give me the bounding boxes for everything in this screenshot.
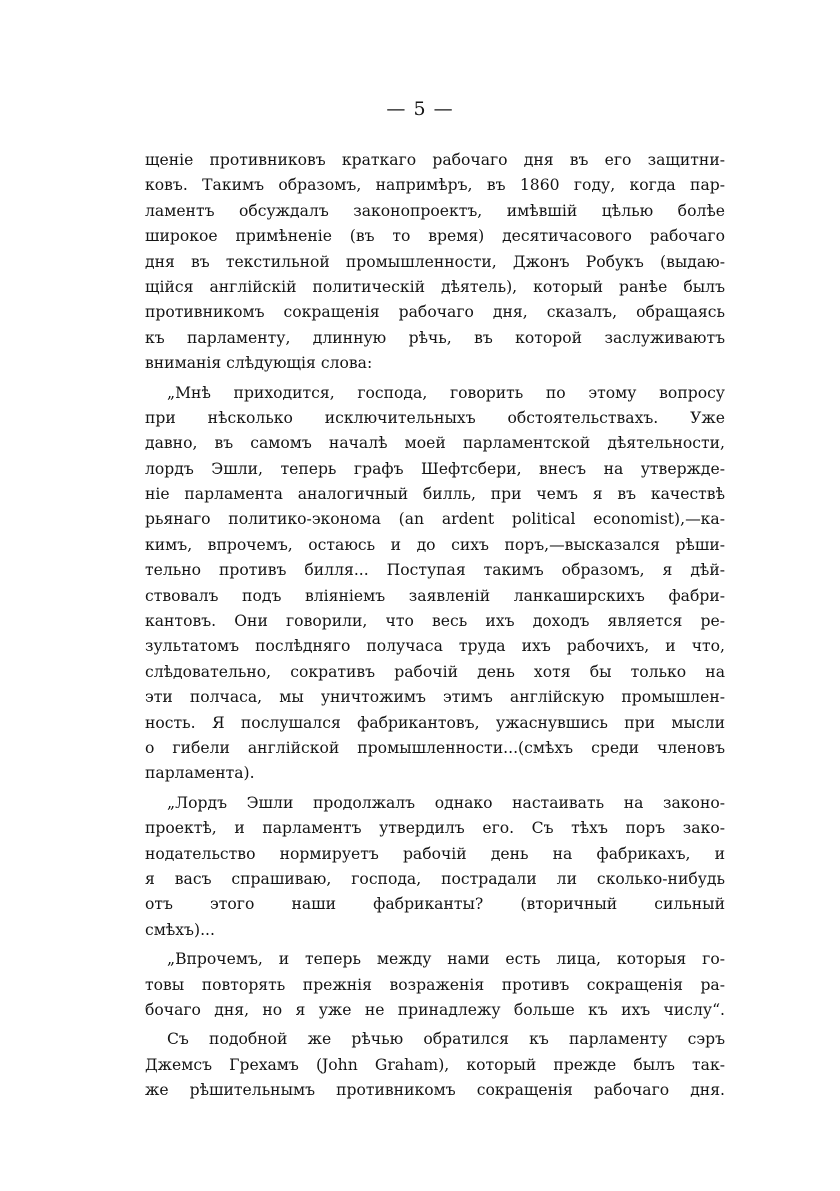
text-line: ность. Я послушался фабрикантовъ, ужаснувшись при мысли: [145, 713, 725, 732]
paragraph: [145, 1027, 725, 1103]
text-line: вниманія слѣдующія слова:: [145, 354, 373, 373]
text-line: „Впрочемъ, и теперь между нами есть лица, которыя го-: [167, 950, 725, 969]
text-line: отъ этого наши фабриканты? (вторичный сильный: [145, 895, 725, 914]
text-line: Съ подобной же рѣчью обратился къ парламенту сэръ: [167, 1030, 725, 1049]
text-line: проектѣ, и парламентъ утвердилъ его. Съ тѣхъ поръ зако-: [145, 819, 725, 838]
text-line: щійся англійскій политическій дѣятель), который ранѣе былъ: [145, 277, 725, 296]
text-line: ламентъ обсуждалъ законопроектъ, имѣвшій цѣлью болѣе: [145, 201, 725, 220]
text-line: широкое примѣненіе (въ то время) десятичасового рабочаго: [145, 227, 725, 246]
text-line: кимъ, впрочемъ, остаюсь и до сихъ поръ,—высказался рѣши-: [145, 535, 725, 554]
text-line: къ парламенту, длинную рѣчь, въ которой заслуживаютъ: [145, 328, 725, 347]
body-text: [145, 148, 725, 1107]
paragraph: [145, 381, 725, 787]
text-line: тельно противъ билля... Поступая такимъ образомъ, я дѣй-: [145, 561, 725, 580]
text-line: противникомъ сокращенія рабочаго дня, сказалъ, обращаясь: [145, 303, 725, 322]
text-line: эти полчаса, мы уничтожимъ этимъ англійскую промышлен-: [145, 688, 725, 707]
text-line: ковъ. Такимъ образомъ, напримѣръ, въ 1860 году, когда пар-: [145, 176, 725, 195]
text-line: же рѣшительнымъ противникомъ сокращенія рабочаго дня.: [145, 1081, 725, 1100]
text-line: ствовалъ подъ вліяніемъ заявленій ланкаширскихъ фабри-: [145, 586, 725, 605]
text-line: смѣхъ)...: [145, 920, 215, 939]
text-line: „Лордъ Эшли продолжалъ однако настаивать на законо-: [167, 793, 725, 812]
text-line: Джемсъ Грехамъ (John Graham), который прежде былъ так-: [145, 1055, 725, 1074]
text-line: товы повторять прежнія возраженія противъ сокращенія ра-: [145, 975, 725, 994]
text-line: лордъ Эшли, теперь графъ Шефтсбери, внесъ на утвержде-: [145, 459, 725, 478]
text-line: я васъ спрашиваю, господа, пострадали ли сколько-нибудь: [145, 869, 725, 888]
text-line: ніе парламента аналогичный билль, при чемъ я въ качествѣ: [145, 485, 725, 504]
text-line: зультатомъ послѣдняго получаса труда ихъ рабочихъ, и что,: [145, 637, 725, 656]
text-line: при нѣсколько исключительныхъ обстоятельствахъ. Уже: [145, 408, 725, 427]
text-line: „Мнѣ приходится, господа, говорить по этому вопросу: [167, 383, 725, 402]
text-line: нодательство нормируетъ рабочій день на фабрикахъ, и: [145, 844, 725, 863]
text-line: щеніе противниковъ краткаго рабочаго дня въ его защитни-: [145, 151, 725, 169]
text-line: парламента).: [145, 764, 255, 783]
paragraph: [145, 148, 725, 377]
text-line: давно, въ самомъ началѣ моей парламентской дѣятельности,: [145, 434, 725, 453]
text-line: бочаго дня, но я уже не принадлежу больше къ ихъ числу“.: [145, 1000, 725, 1019]
text-line: слѣдовательно, сокративъ рабочій день хотя бы только на: [145, 662, 725, 681]
text-line: кантовъ. Они говорили, что весь ихъ доходъ является ре-: [145, 612, 725, 631]
paragraph: [145, 791, 725, 943]
text-line: о гибели англійской промышленности...(смѣхъ среди членовъ: [145, 738, 725, 757]
text-line: дня въ текстильной промышленности, Джонъ Робукъ (выдаю-: [145, 252, 725, 271]
paragraph: [145, 947, 725, 1023]
text-line: рьянаго политико-эконома (an ardent political economist),—ка-: [145, 510, 725, 529]
page-number: — 5 —: [386, 98, 454, 120]
